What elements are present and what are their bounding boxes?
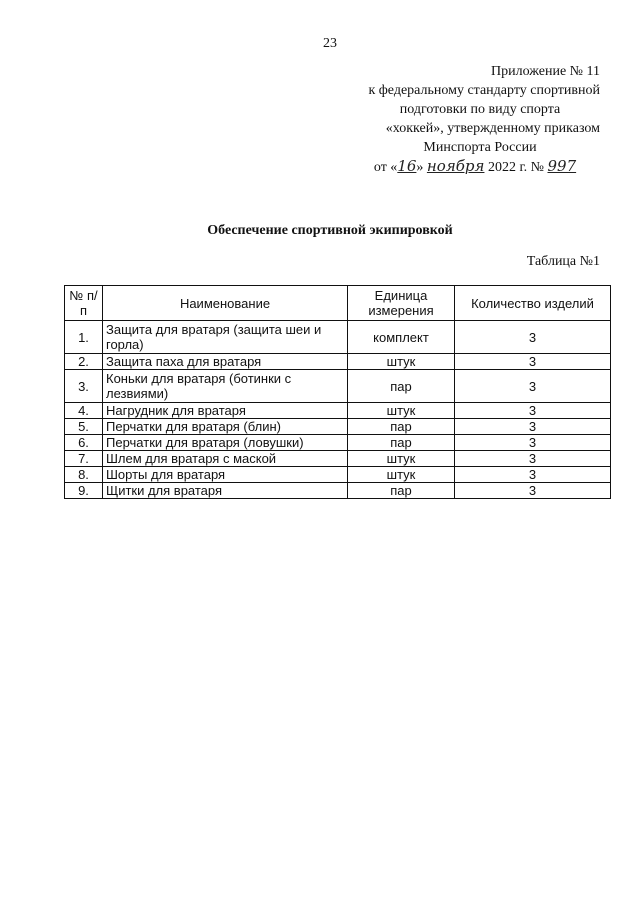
handwritten-month: ноября xyxy=(426,157,485,175)
row-qty: 3 xyxy=(455,451,611,467)
appendix-line-order: «хоккей», утвержденному приказом xyxy=(385,121,600,136)
appendix-line-standard: к федеральному стандарту спортивной xyxy=(368,83,600,98)
row-name: Коньки для вратаря (ботинки с лезвиями) xyxy=(103,370,348,403)
order-date-line xyxy=(330,157,600,177)
row-num: 5. xyxy=(65,419,103,435)
appendix-line-sport: подготовки по виду спорта xyxy=(399,102,561,117)
handwritten-order-number: 997 xyxy=(547,157,577,175)
table-row xyxy=(65,435,611,451)
row-qty: 3 xyxy=(455,354,611,370)
row-unit: штук xyxy=(348,403,455,419)
row-name: Нагрудник для вратаря xyxy=(103,403,348,419)
row-unit: пар xyxy=(348,370,455,403)
row-num: 4. xyxy=(65,403,103,419)
page-number: 23 xyxy=(323,36,337,51)
row-unit: штук xyxy=(348,451,455,467)
appendix-header xyxy=(330,62,600,177)
date-mid: » xyxy=(416,160,427,175)
table-row xyxy=(65,370,611,403)
table-row xyxy=(65,451,611,467)
table-row xyxy=(65,483,611,499)
header-name: Наименование xyxy=(103,286,348,321)
table-row xyxy=(65,354,611,370)
row-name: Шлем для вратаря с маской xyxy=(103,451,348,467)
row-num: 9. xyxy=(65,483,103,499)
appendix-number: Приложение № 11 xyxy=(491,64,600,79)
header-num: № п/п xyxy=(65,286,103,321)
row-qty: 3 xyxy=(455,403,611,419)
row-qty: 3 xyxy=(455,467,611,483)
row-qty: 3 xyxy=(455,483,611,499)
row-name: Щитки для вратаря xyxy=(103,483,348,499)
row-unit: пар xyxy=(348,419,455,435)
equipment-table xyxy=(64,285,611,499)
handwritten-day: 16 xyxy=(397,157,417,175)
row-num: 3. xyxy=(65,370,103,403)
row-name: Защита для вратаря (защита шеи и горла) xyxy=(103,321,348,354)
appendix-line-ministry: Минспорта России xyxy=(423,140,537,155)
row-qty: 3 xyxy=(455,321,611,354)
table-row xyxy=(65,419,611,435)
row-num: 8. xyxy=(65,467,103,483)
table-row xyxy=(65,403,611,419)
row-num: 2. xyxy=(65,354,103,370)
row-unit: штук xyxy=(348,467,455,483)
year-and-number-label: 2022 г. № xyxy=(484,160,548,175)
table-header-row xyxy=(65,286,611,321)
row-num: 7. xyxy=(65,451,103,467)
date-prefix: от « xyxy=(373,160,398,175)
row-name: Перчатки для вратаря (блин) xyxy=(103,419,348,435)
table-row xyxy=(65,321,611,354)
table-row xyxy=(65,467,611,483)
row-qty: 3 xyxy=(455,370,611,403)
row-name: Защита паха для вратаря xyxy=(103,354,348,370)
header-qty: Количество изделий xyxy=(455,286,611,321)
row-unit: комплект xyxy=(348,321,455,354)
row-qty: 3 xyxy=(455,435,611,451)
row-num: 1. xyxy=(65,321,103,354)
row-num: 6. xyxy=(65,435,103,451)
row-name: Шорты для вратаря xyxy=(103,467,348,483)
row-unit: пар xyxy=(348,435,455,451)
row-unit: пар xyxy=(348,483,455,499)
row-qty: 3 xyxy=(455,419,611,435)
row-unit: штук xyxy=(348,354,455,370)
header-unit: Единица измерения xyxy=(348,286,455,321)
document-title: Обеспечение спортивной экипировкой xyxy=(207,223,453,238)
table-label: Таблица №1 xyxy=(526,254,600,269)
row-name: Перчатки для вратаря (ловушки) xyxy=(103,435,348,451)
